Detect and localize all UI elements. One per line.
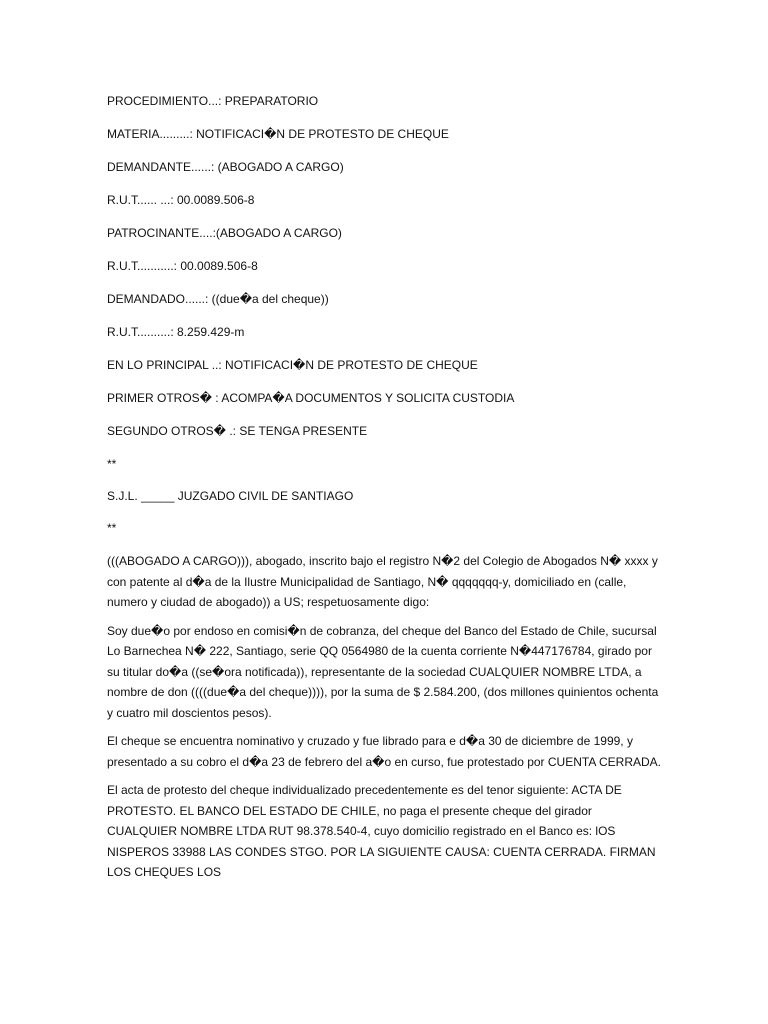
header-line-segundo-otrosi: SEGUNDO OTROS� .: SE TENGA PRESENTE [107, 424, 368, 438]
header-line-patrocinante: PATROCINANTE....:(ABOGADO A CARGO) [107, 226, 342, 240]
separator-stars: ** [107, 457, 117, 471]
header-line-primer-otrosi: PRIMER OTROS� : ACOMPA�A DOCUMENTOS Y SOLICITA CUSTODIA [107, 391, 515, 405]
paragraph-intro: (((ABOGADO A CARGO))), abogado, inscrito bajo el registro N�2 del Colegio de Abogados N� xxxx y con patente al d�a de la Ilustre Municipalidad de Santiago, N� qqqqqqq-y, domiciliado en (calle, numero y ciudad de abogado)) a US; respetuosamente digo: [107, 554, 658, 609]
header-line-rut-patrocinante: R.U.T...........: 00.0089.506-8 [107, 259, 258, 273]
header-line-procedimiento: PROCEDIMIENTO...: PREPARATORIO [107, 94, 319, 108]
header-line-rut-demandado: R.U.T..........: 8.259.429-m [107, 325, 245, 339]
court-line: S.J.L. _____ JUZGADO CIVIL DE SANTIAGO [107, 489, 354, 503]
paragraph-cheque-status: El cheque se encuentra nominativo y cruzado y fue librado para e d�a 30 de diciembre de 1999, y presentado a su cobro el d�a 23 de febrero del a�o en curso, fue protestado por CUENTA CERRADA. [107, 734, 662, 769]
paragraph-protest-act: El acta de protesto del cheque individualizado precedentemente es del tenor siguiente: ACTA DE PROTESTO. EL BANCO DEL ESTADO DE CHILE, no paga el presente cheque del girador CUALQUIER NOMBRE LTDA RUT 98.378.540-4, cuyo domicilio registrado en el Banco es: lOS NISPEROS 33988 LAS CONDES STGO. POR LA SIGUIENTE CAUSA: CUENTA CERRADA. FIRMAN LOS CHEQUES LOS [107, 783, 656, 879]
document-page [107, 92, 665, 883]
header-line-materia: MATERIA.........: NOTIFICACI�N DE PROTESTO DE CHEQUE [107, 127, 449, 141]
paragraph-owner: Soy due�o por endoso en comisi�n de cobranza, del cheque del Banco del Estado de Chile, sucursal Lo Barnechea N� 222, Santiago, serie QQ 0564980 de la cuenta corriente N�447176784, girado por su titular do�a ((se�ora notificada)), representante de la sociedad CUALQUIER NOMBRE LTDA, a nombre de don ((((due�a del cheque)))), por la suma de $ 2.584.200, (dos millones quinientos ochenta y cuatro mil doscientos pesos). [107, 623, 659, 720]
header-line-en-lo-principal: EN LO PRINCIPAL ..: NOTIFICACI�N DE PROTESTO DE CHEQUE [107, 358, 478, 372]
header-line-rut-demandante: R.U.T...... ...: 00.0089.506-8 [107, 193, 255, 207]
header-line-demandado: DEMANDADO......: ((due�a del cheque)) [107, 292, 329, 306]
separator-stars: ** [107, 521, 117, 535]
header-line-demandante: DEMANDANTE......: (ABOGADO A CARGO) [107, 160, 344, 174]
